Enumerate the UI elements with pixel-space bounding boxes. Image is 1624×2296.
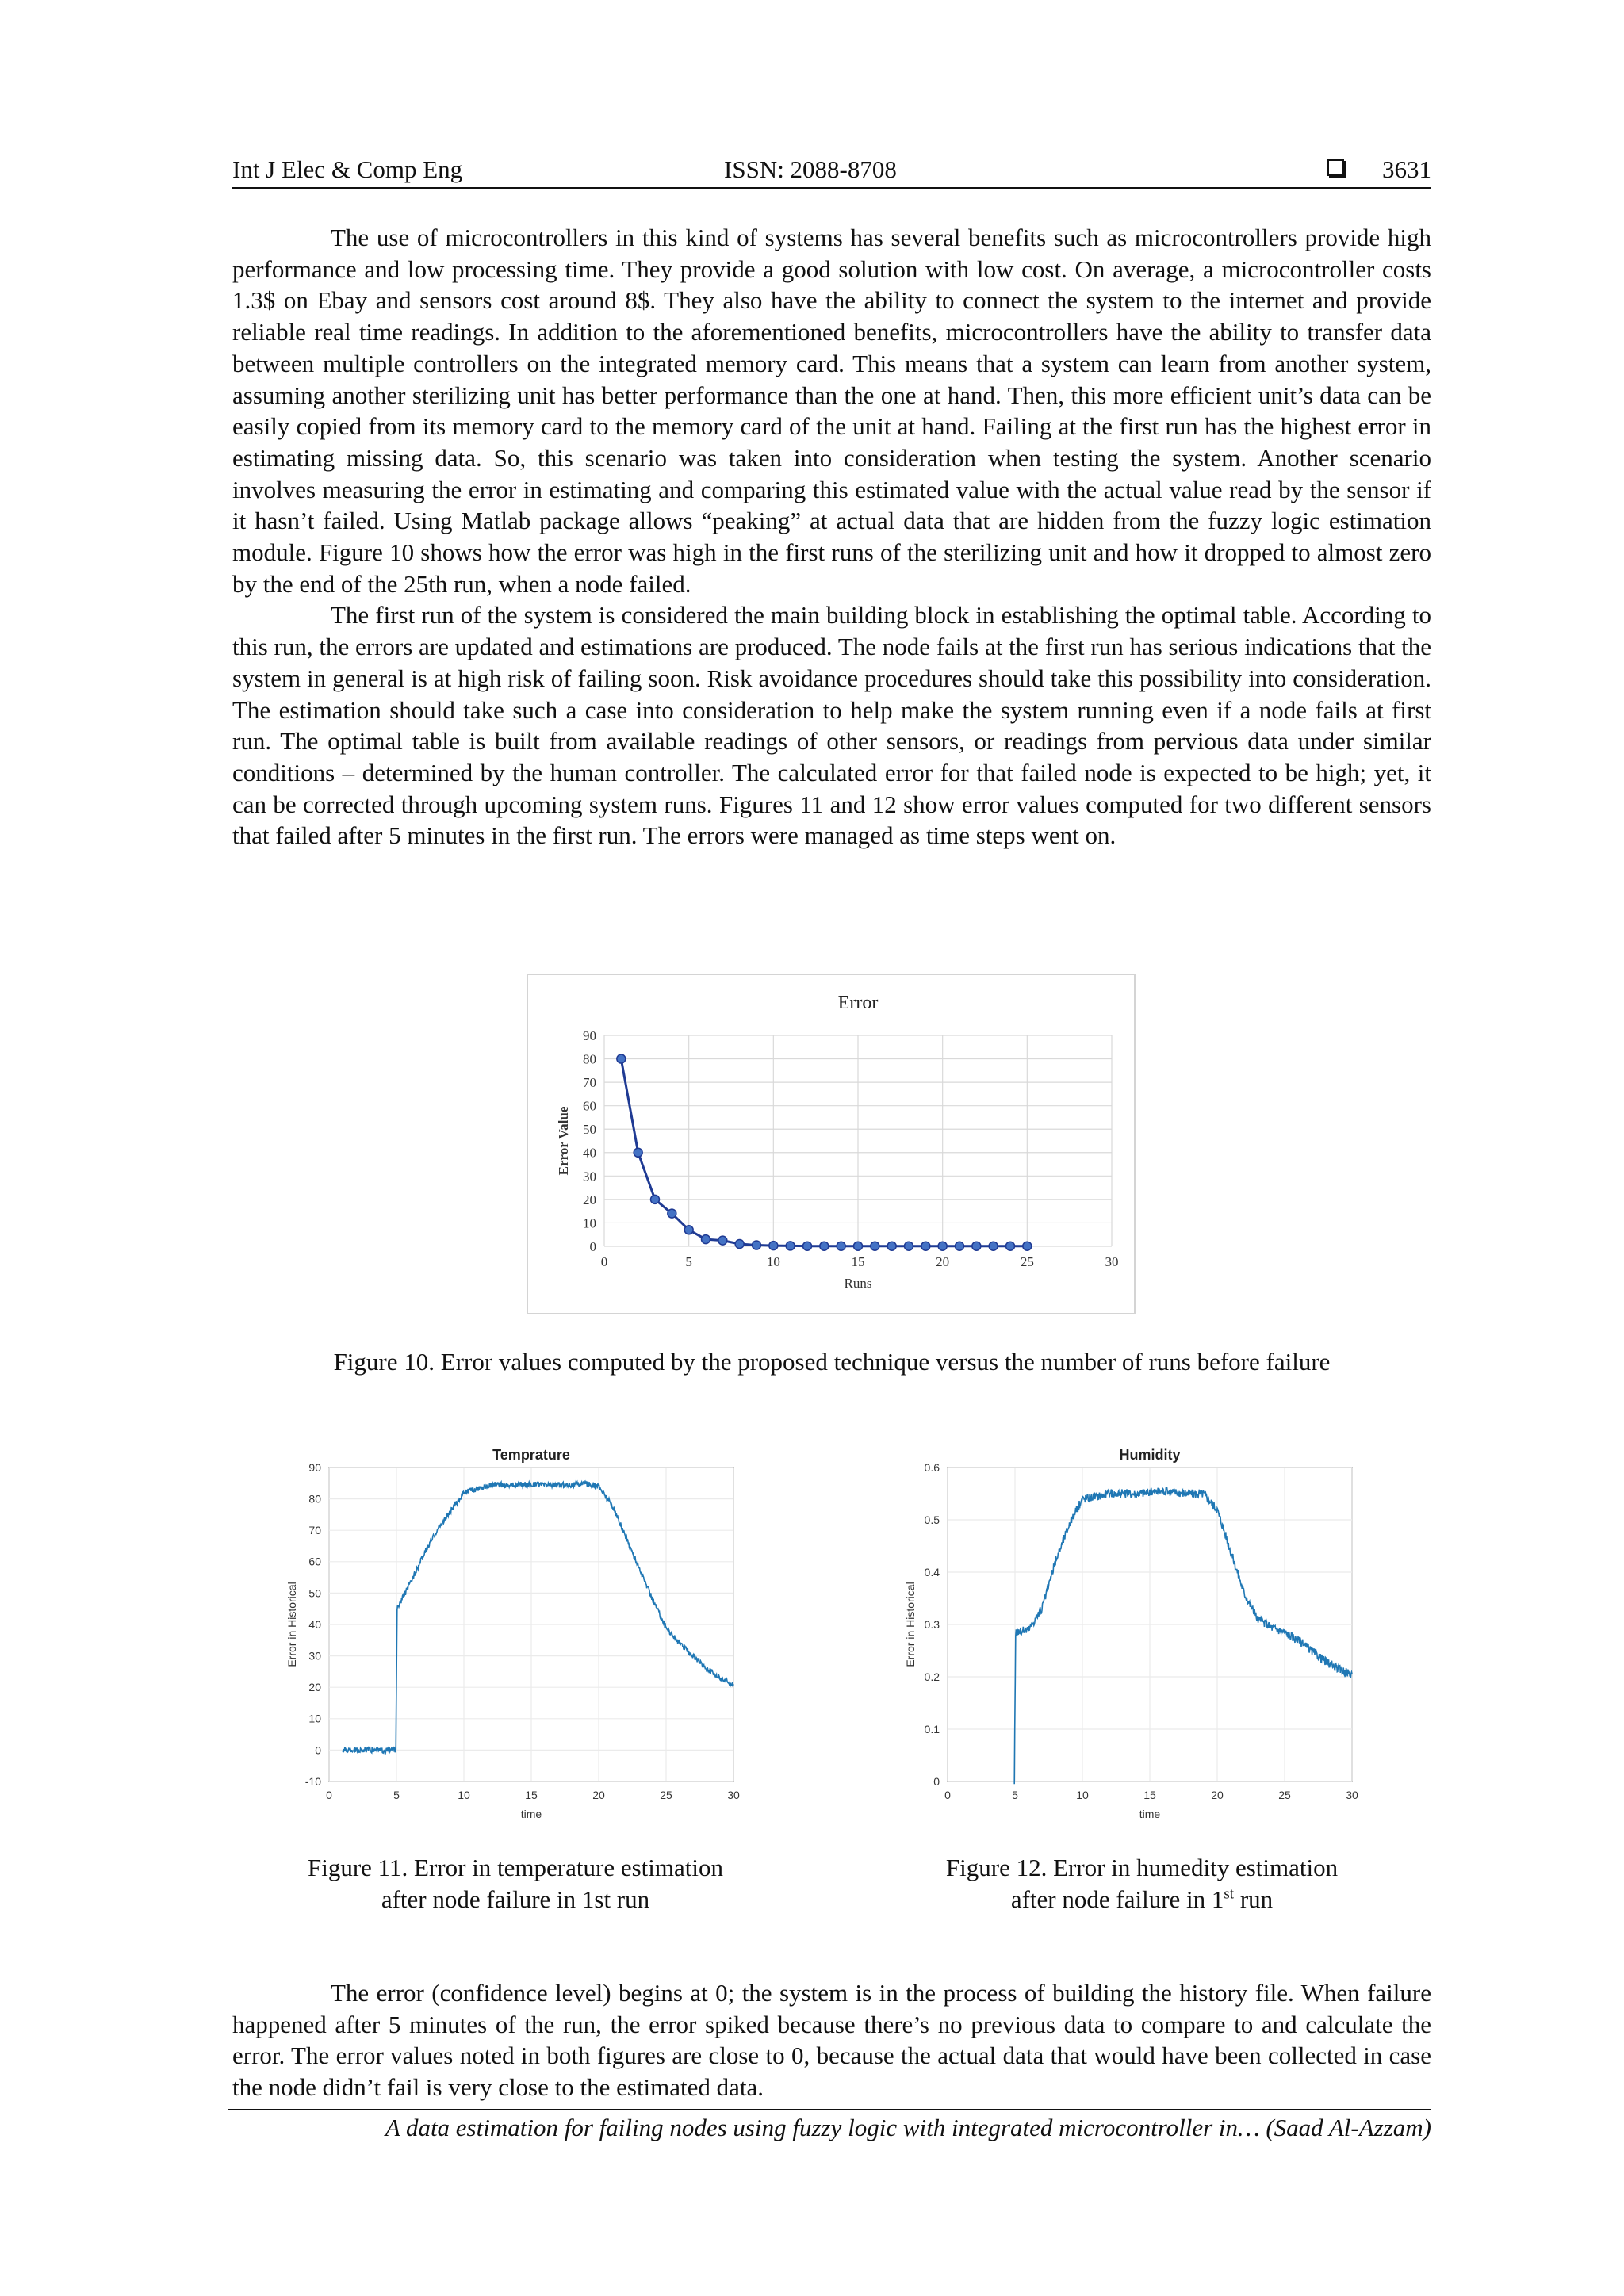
x-tick-label: 20	[1211, 1789, 1224, 1801]
x-tick-label: 0	[944, 1789, 951, 1801]
y-axis-label: Error Value	[556, 1106, 571, 1176]
paragraph: The error (confidence level) begins at 0; the system is in the process of building the history file. When failure happened after 5 minutes of the run, the error spiked because there’s no previous data to compare to and calculate the error. The error values noted in both figures are close to 0, because the actual data that would have been collected in case the node didn’t fail is very close to the estimated data.	[232, 1979, 1431, 2102]
chart-title: Humidity	[1119, 1447, 1181, 1463]
data-point	[820, 1242, 829, 1250]
y-axis-label: Error in Historical	[285, 1582, 298, 1667]
x-axis-label: Runs	[844, 1276, 872, 1291]
data-point	[1023, 1242, 1032, 1250]
y-axis-label: Error in Historical	[904, 1582, 917, 1667]
data-point	[956, 1242, 964, 1250]
data-point	[989, 1242, 998, 1250]
y-tick-label: 0.4	[924, 1565, 940, 1578]
x-tick-label: 0	[326, 1789, 332, 1801]
issn: ISSN: 2088-8708	[724, 155, 897, 183]
y-tick-label: 0.5	[924, 1513, 940, 1526]
y-tick-label: 90	[308, 1460, 321, 1474]
figure-12-caption-line1: Figure 12. Error in humedity estimation	[945, 1854, 1339, 1881]
figure-10-caption: Figure 10. Error values computed by the proposed technique versus the number of runs before failure	[333, 1348, 1331, 1376]
y-tick-label: 70	[583, 1075, 596, 1091]
data-point	[921, 1242, 930, 1250]
y-tick-label: 30	[583, 1169, 596, 1184]
caption-text: run	[1234, 1885, 1274, 1913]
x-tick-label: 25	[1020, 1254, 1034, 1269]
y-tick-label: 0	[933, 1774, 940, 1788]
y-tick-label: 70	[308, 1524, 321, 1537]
y-tick-label: 80	[308, 1492, 321, 1506]
data-point	[887, 1242, 896, 1250]
square-bullet-icon	[1327, 159, 1344, 176]
data-point	[702, 1235, 710, 1244]
y-tick-label: 0	[315, 1743, 321, 1757]
x-tick-label: 0	[600, 1254, 608, 1269]
data-point	[634, 1148, 642, 1157]
page-header	[232, 152, 1431, 187]
x-tick-label: 25	[660, 1789, 672, 1801]
x-tick-label: 20	[592, 1789, 605, 1801]
paragraph: The first run of the system is considered the main building block in establishing the optimal table. According to this run, the errors are updated and estimations are produced. The node fails at the first run has serious indications that the system in general is at high risk of failing soon. Risk avoidance procedures should take this possibility into consideration. The estimation should take such a case into consideration to help make the system running even if a node fails at first run. The optimal table is built from available readings of other sensors, or readings from pervious data under similar conditions – determined by the human controller. The calculated error for that failed node is expected to be high; yet, it can be corrected through upcoming system runs. Figures 11 and 12 show error values computed for two different sensors that failed after 5 minutes in the first run. The errors were managed as time steps went on.	[232, 601, 1431, 850]
x-tick-label: 20	[936, 1254, 950, 1269]
y-tick-label: 30	[308, 1649, 321, 1663]
x-axis-label: time	[520, 1808, 542, 1820]
figure-10-frame	[527, 974, 1136, 1314]
x-tick-label: 5	[1012, 1789, 1018, 1801]
data-point	[871, 1242, 879, 1250]
data-point	[972, 1242, 981, 1250]
data-point	[938, 1242, 947, 1250]
figure-10-chart	[528, 975, 1137, 1316]
x-tick-label: 10	[766, 1254, 780, 1269]
chart-title: Error	[837, 993, 879, 1013]
header-rule	[232, 187, 1431, 189]
x-tick-label: 5	[393, 1789, 400, 1801]
journal-name: Int J Elec & Comp Eng	[232, 155, 463, 183]
x-tick-label: 30	[727, 1789, 740, 1801]
x-tick-label: 15	[1143, 1789, 1156, 1801]
page-footer: A data estimation for failing nodes using fuzzy logic with integrated microcontroller in… (Saad Al-Azzam)	[385, 2114, 1431, 2141]
figure-11-caption-line1: Figure 11. Error in temperature estimation	[308, 1854, 723, 1881]
data-point	[684, 1226, 693, 1234]
data-point	[651, 1195, 660, 1203]
y-tick-label: 10	[583, 1215, 596, 1231]
data-point	[905, 1242, 914, 1250]
data-point	[837, 1242, 845, 1250]
x-tick-label: 5	[685, 1254, 692, 1269]
x-tick-label: 30	[1346, 1789, 1358, 1801]
data-point	[803, 1242, 812, 1250]
data-point	[854, 1242, 863, 1250]
chart-title: Temprature	[492, 1447, 570, 1463]
x-axis-label: time	[1139, 1808, 1161, 1820]
y-tick-label: 60	[583, 1098, 596, 1114]
y-tick-label: 0	[589, 1238, 596, 1254]
y-tick-label: 40	[583, 1145, 596, 1161]
figure-12-caption-line2	[880, 1884, 1404, 1915]
figure-12-caption	[880, 1852, 1404, 1915]
x-tick-label: 15	[525, 1789, 538, 1801]
data-point	[786, 1242, 795, 1250]
y-tick-label: 10	[308, 1712, 321, 1725]
y-tick-label: 50	[583, 1122, 596, 1138]
data-point	[753, 1241, 761, 1249]
figure-12-chart	[900, 1439, 1368, 1820]
y-tick-label: -10	[304, 1774, 321, 1788]
figure-11-chart	[282, 1439, 749, 1820]
footer-rule	[228, 2109, 1431, 2110]
data-point	[735, 1240, 744, 1249]
y-tick-label: 90	[583, 1027, 596, 1043]
data-point	[668, 1209, 676, 1218]
x-tick-label: 25	[1278, 1789, 1291, 1801]
x-tick-label: 10	[1076, 1789, 1089, 1801]
data-point	[617, 1054, 626, 1063]
y-tick-label: 20	[583, 1192, 596, 1207]
data-point	[1006, 1242, 1015, 1250]
page-number: 3631	[1382, 155, 1431, 183]
caption-superscript: st	[1224, 1885, 1235, 1903]
figure-11-caption	[254, 1852, 777, 1915]
y-tick-label: 0.2	[924, 1670, 940, 1683]
data-point	[769, 1242, 778, 1250]
x-tick-label: 15	[851, 1254, 865, 1269]
y-tick-label: 0.1	[924, 1722, 940, 1735]
paragraph: The use of microcontrollers in this kind of systems has several benefits such as microcontrollers provide high performance and low processing time. They provide a good solution with low cost. On average, a microcontroller costs 1.3$ on Ebay and sensors cost around 8$. They also have the ability to connect the system to the internet and provide reliable real time readings. In addition to the aforementioned benefits, microcontrollers have the ability to transfer data between multiple controllers on the integrated memory card. This means that a system can learn from another system, assuming another sterilizing unit has better performance than the one at hand. Then, this more efficient unit’s data can be easily copied from its memory card to the memory card of the unit at hand. Failing at the first run has the highest error in estimating missing data. So, this scenario was taken into consideration when testing the system. Another scenario involves measuring the error in estimating and comparing this estimated value with the actual value read by the sensor if it hasn’t failed. Using Matlab package allows “peaking” at actual data that are hidden from the fuzzy logic estimation module. Figure 10 shows how the error was high in the first runs of the sterilizing unit and how it dropped to almost zero by the end of the 25th run, when a node failed.	[232, 224, 1431, 598]
y-tick-label: 0.6	[924, 1460, 940, 1474]
y-tick-label: 20	[308, 1681, 321, 1694]
data-point	[718, 1236, 727, 1245]
body-text-top	[232, 222, 1431, 851]
y-tick-label: 80	[583, 1051, 596, 1067]
caption-text: after node failure in 1	[1010, 1885, 1224, 1913]
x-tick-label: 30	[1105, 1254, 1119, 1269]
body-text-bottom	[232, 1977, 1431, 2103]
figure-11-caption-line2: after node failure in 1st run	[381, 1885, 650, 1913]
y-tick-label: 0.3	[924, 1617, 940, 1631]
y-tick-label: 60	[308, 1555, 321, 1568]
y-tick-label: 40	[308, 1617, 321, 1631]
y-tick-label: 50	[308, 1586, 321, 1600]
x-tick-label: 10	[458, 1789, 470, 1801]
